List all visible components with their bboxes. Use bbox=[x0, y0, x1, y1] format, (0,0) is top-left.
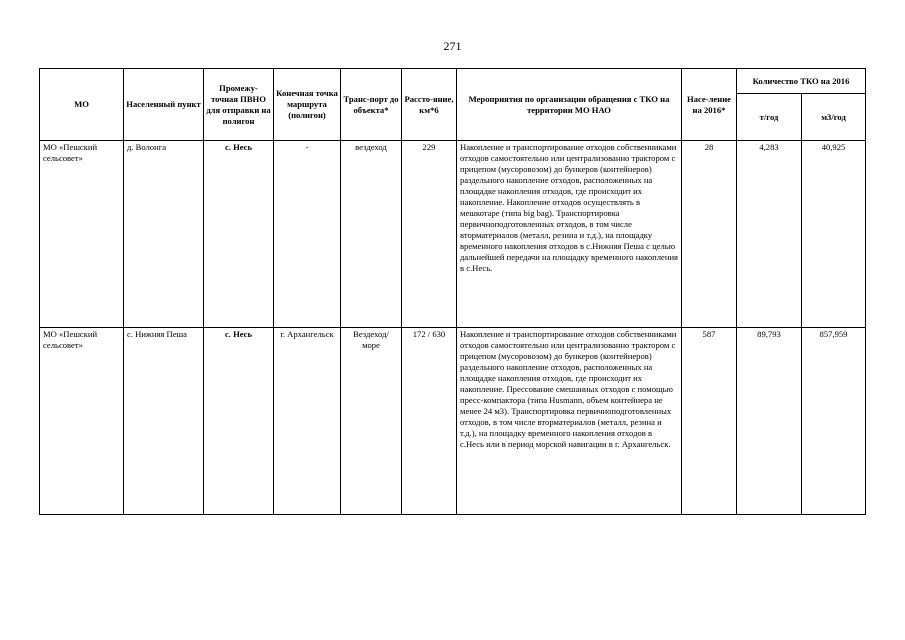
header-tko-quantity: Количество ТКО на 2016 bbox=[737, 69, 866, 94]
cell-settlement: д. Волонга bbox=[124, 141, 204, 328]
cell-intermediate: с. Несь bbox=[204, 328, 274, 515]
header-intermediate: Промежу-точная ПВНО для отправки на полигон bbox=[204, 69, 274, 141]
cell-mo: МО «Пешский сельсовет» bbox=[40, 141, 124, 328]
table-row bbox=[40, 141, 866, 328]
table-row bbox=[40, 328, 866, 515]
cell-transport: Вездеход/ море bbox=[341, 328, 402, 515]
cell-transport: вездеход bbox=[341, 141, 402, 328]
cell-tko-m3: 40,925 bbox=[802, 141, 866, 328]
cell-distance: 172 / 630 bbox=[402, 328, 457, 515]
header-settlement: Населенный пункт bbox=[124, 69, 204, 141]
header-mo: МО bbox=[40, 69, 124, 141]
cell-final-point: г. Архангельск bbox=[274, 328, 341, 515]
page-number: 271 bbox=[443, 39, 462, 53]
cell-intermediate: с. Несь bbox=[204, 141, 274, 328]
header-measures: Мероприятия по организации обращения с ТКО на территории МО НАО bbox=[457, 69, 682, 141]
header-distance: Рассто-яние, км*6 bbox=[402, 69, 457, 141]
cell-measures: Накопление и транспортирование отходов собственниками отходов самостоятельно или централизованно трактором с прицепом (мусоровозом) до бункеров (контейнеров) раздельного накопление отходов, расположенных на площадке накопления отходов, где происходит их накопление. Накопление отходов осуществлять в мешкотаре (типа big bag). Транспортировка первичноподготовленных отходов, в том числе вторматериалов (металл, резина и т.д.), на площадку временного накопления отходов в с.Нижняя Пеша с целью дальнейшей передачи на площадку временного накопления в с.Несь. bbox=[457, 141, 682, 328]
cell-settlement: с. Нижняя Пеша bbox=[124, 328, 204, 515]
header-tko-m3: м3/год bbox=[802, 94, 866, 141]
cell-mo: МО «Пешский сельсовет» bbox=[40, 328, 124, 515]
cell-population: 28 bbox=[682, 141, 737, 328]
header-tko-tons: т/год bbox=[737, 94, 802, 141]
cell-population: 587 bbox=[682, 328, 737, 515]
header-final-point: Конечная точка маршрута (полигон) bbox=[274, 69, 341, 141]
cell-distance: 229 bbox=[402, 141, 457, 328]
tko-table bbox=[39, 68, 866, 515]
cell-tko-tons: 89,793 bbox=[737, 328, 802, 515]
header-population: Насе-ление на 2016* bbox=[682, 69, 737, 141]
cell-tko-m3: 857,959 bbox=[802, 328, 866, 515]
cell-tko-tons: 4,283 bbox=[737, 141, 802, 328]
cell-final-point: - bbox=[274, 141, 341, 328]
cell-measures: Накопление и транспортирование отходов собственниками отходов самостоятельно или централизованно трактором с прицепом (мусоровозом) до бункеров (контейнеров) раздельного накопление отходов, расположенных на площадке накопления отходов, где происходит их накопление. Прессование смешанных отходов с помощью пресс-компактора (типа Husmann, объем контейнера не менее 24 м3). Транспортировка первичноподготовленных отходов, в том числе вторматериалов (металл, резина и т.д.), на площадку временного накопления отходов в с.Несь или в период морской навигации в г. Архангельск. bbox=[457, 328, 682, 515]
header-transport: Транс-порт до объекта* bbox=[341, 69, 402, 141]
